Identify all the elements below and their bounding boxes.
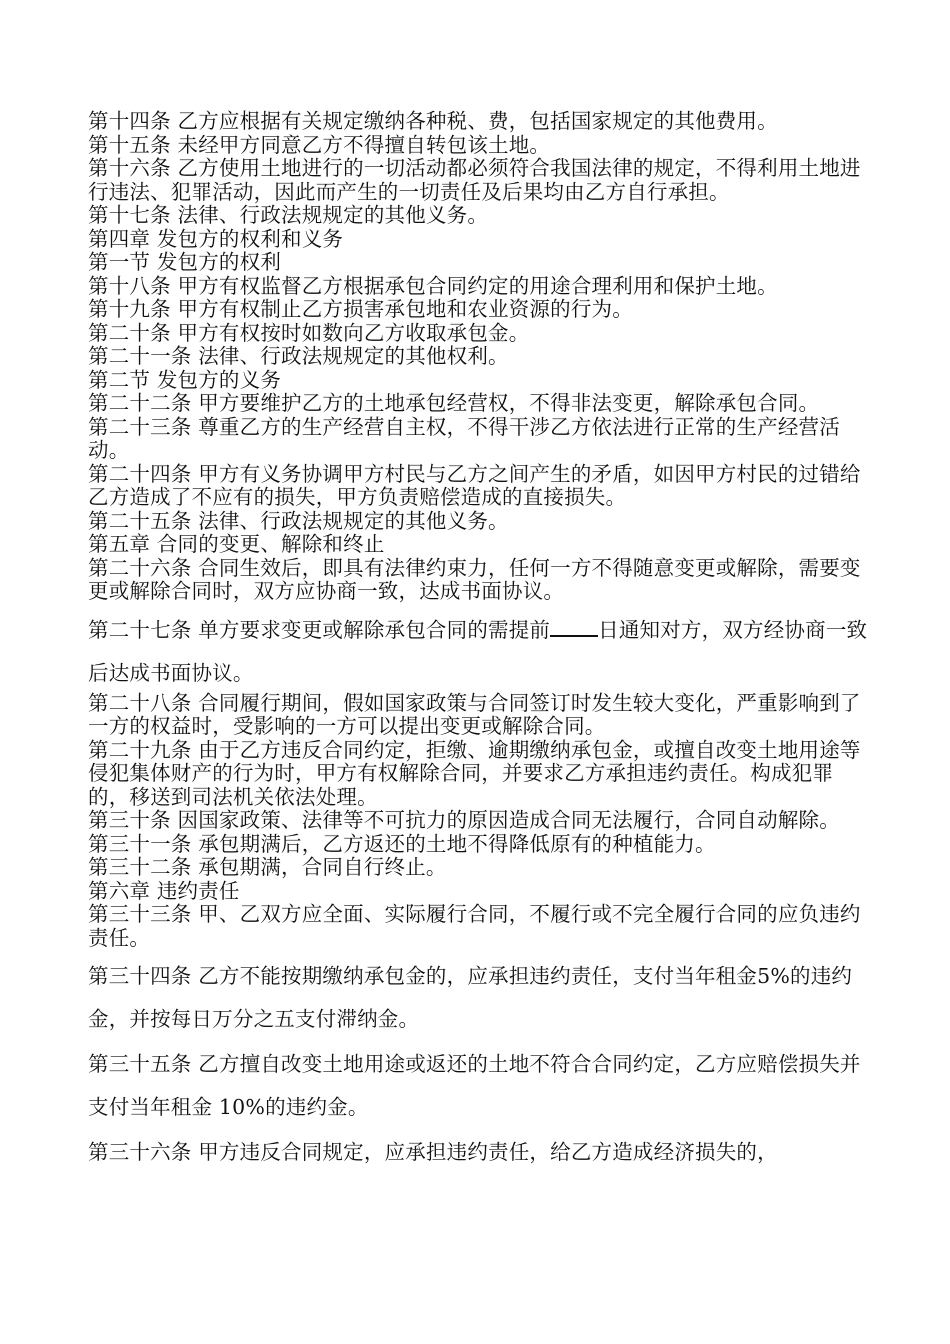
article-14: 第十四条 乙方应根据有关规定缴纳各种税、费，包括国家规定的其他费用。 [88,109,778,133]
days-blank-field [550,617,598,637]
article-15: 第十五条 未经甲方同意乙方不得擅自转包该土地。 [88,132,551,157]
article-32: 第三十二条 承包期满，合同自行终止。 [88,855,447,879]
article-17: 第十七条 法律、行政法规规定的其他义务。 [88,203,489,227]
article-29: 第二十九条 由于乙方违反合同约定，拒缴、逾期缴纳承包金，或擅自改变土地用途等侵犯集体财产的行为时，甲方有权解除合同，并要求乙方承担违约责任。构成犯罪的，移送到司法机关依法处理。 [88,737,861,809]
article-36: 第三十六条 甲方违反合同规定，应承担违约责任，给乙方造成经济损失的， [88,1140,778,1164]
chapter-4-heading: 第四章 发包方的权利和义务 [88,226,344,251]
article-16: 第十六条 乙方使用土地进行的一切活动都必须符合我国法律的规定，不得利用土地进行违法、犯罪活动，因此而产生的一切责任及后果均由乙方自行承担。 [88,156,861,204]
article-27-end: 日通知对方，双方经协商一致后达成书面协议。 [88,617,868,685]
document-body [88,110,870,1171]
article-35: 第三十五条 乙方擅自改变土地用途或返还的土地不符合合同约定，乙方应赔偿损失并支付当年租金 10%的违约金。 [88,1052,861,1119]
article-27 [88,609,870,695]
article-18: 第十八条 甲方有权监督乙方根据承包合同约定的用途合理利用和保护土地。 [88,273,778,298]
article-28: 第二十八条 合同履行期间，假如国家政策与合同签订时发生较大变化，严重影响到了一方的权益时，受影响的一方可以提出变更或解除合同。 [88,690,861,738]
article-31: 第三十一条 承包期满后，乙方返还的土地不得降低原有的种植能力。 [88,831,716,856]
article-19: 第十九条 甲方有权制止乙方损害承包地和农业资源的行为。 [88,297,633,321]
article-27-start: 第二十七条 单方要求变更或解除承包合同的需提前 [88,617,551,642]
article-33: 第三十三条 甲、乙双方应全面、实际履行合同，不履行或不完全履行合同的应负违约责任。 [88,902,861,950]
section-1-heading: 第一节 发包方的权利 [88,250,282,274]
article-23: 第二十三条 尊重乙方的生产经营自主权，不得干涉乙方依法进行正常的生产经营活动。 [88,414,840,462]
section-2-heading: 第二节 发包方的义务 [88,367,282,392]
article-24: 第二十四条 甲方有义务协调甲方村民与乙方之间产生的矛盾，如因甲方村民的过错给乙方造成了不应有的损失，甲方负责赔偿造成的直接损失。 [88,461,861,509]
article-34: 第三十四条 乙方不能按期缴纳承包金的，应承担违约责任，支付当年租金5%的违约金，并按每日万分之五支付滞纳金。 [88,964,853,1031]
article-30: 第三十条 因国家政策、法律等不可抗力的原因造成合同无法履行，合同自动解除。 [88,808,840,832]
article-22: 第二十二条 甲方要维护乙方的土地承包经营权，不得非法变更，解除承包合同。 [88,391,820,415]
article-26: 第二十六条 合同生效后，即具有法律约束力，任何一方不得随意变更或解除，需要变更或解除合同时，双方应协商一致，达成书面协议。 [88,555,861,603]
article-21: 第二十一条 法律、行政法规规定的其他权利。 [88,344,509,368]
chapter-6-heading: 第六章 违约责任 [88,878,240,903]
article-20: 第二十条 甲方有权按时如数向乙方收取承包金。 [88,320,530,345]
article-25: 第二十五条 法律、行政法规规定的其他义务。 [88,508,509,533]
chapter-5-heading: 第五章 合同的变更、解除和终止 [88,532,385,556]
